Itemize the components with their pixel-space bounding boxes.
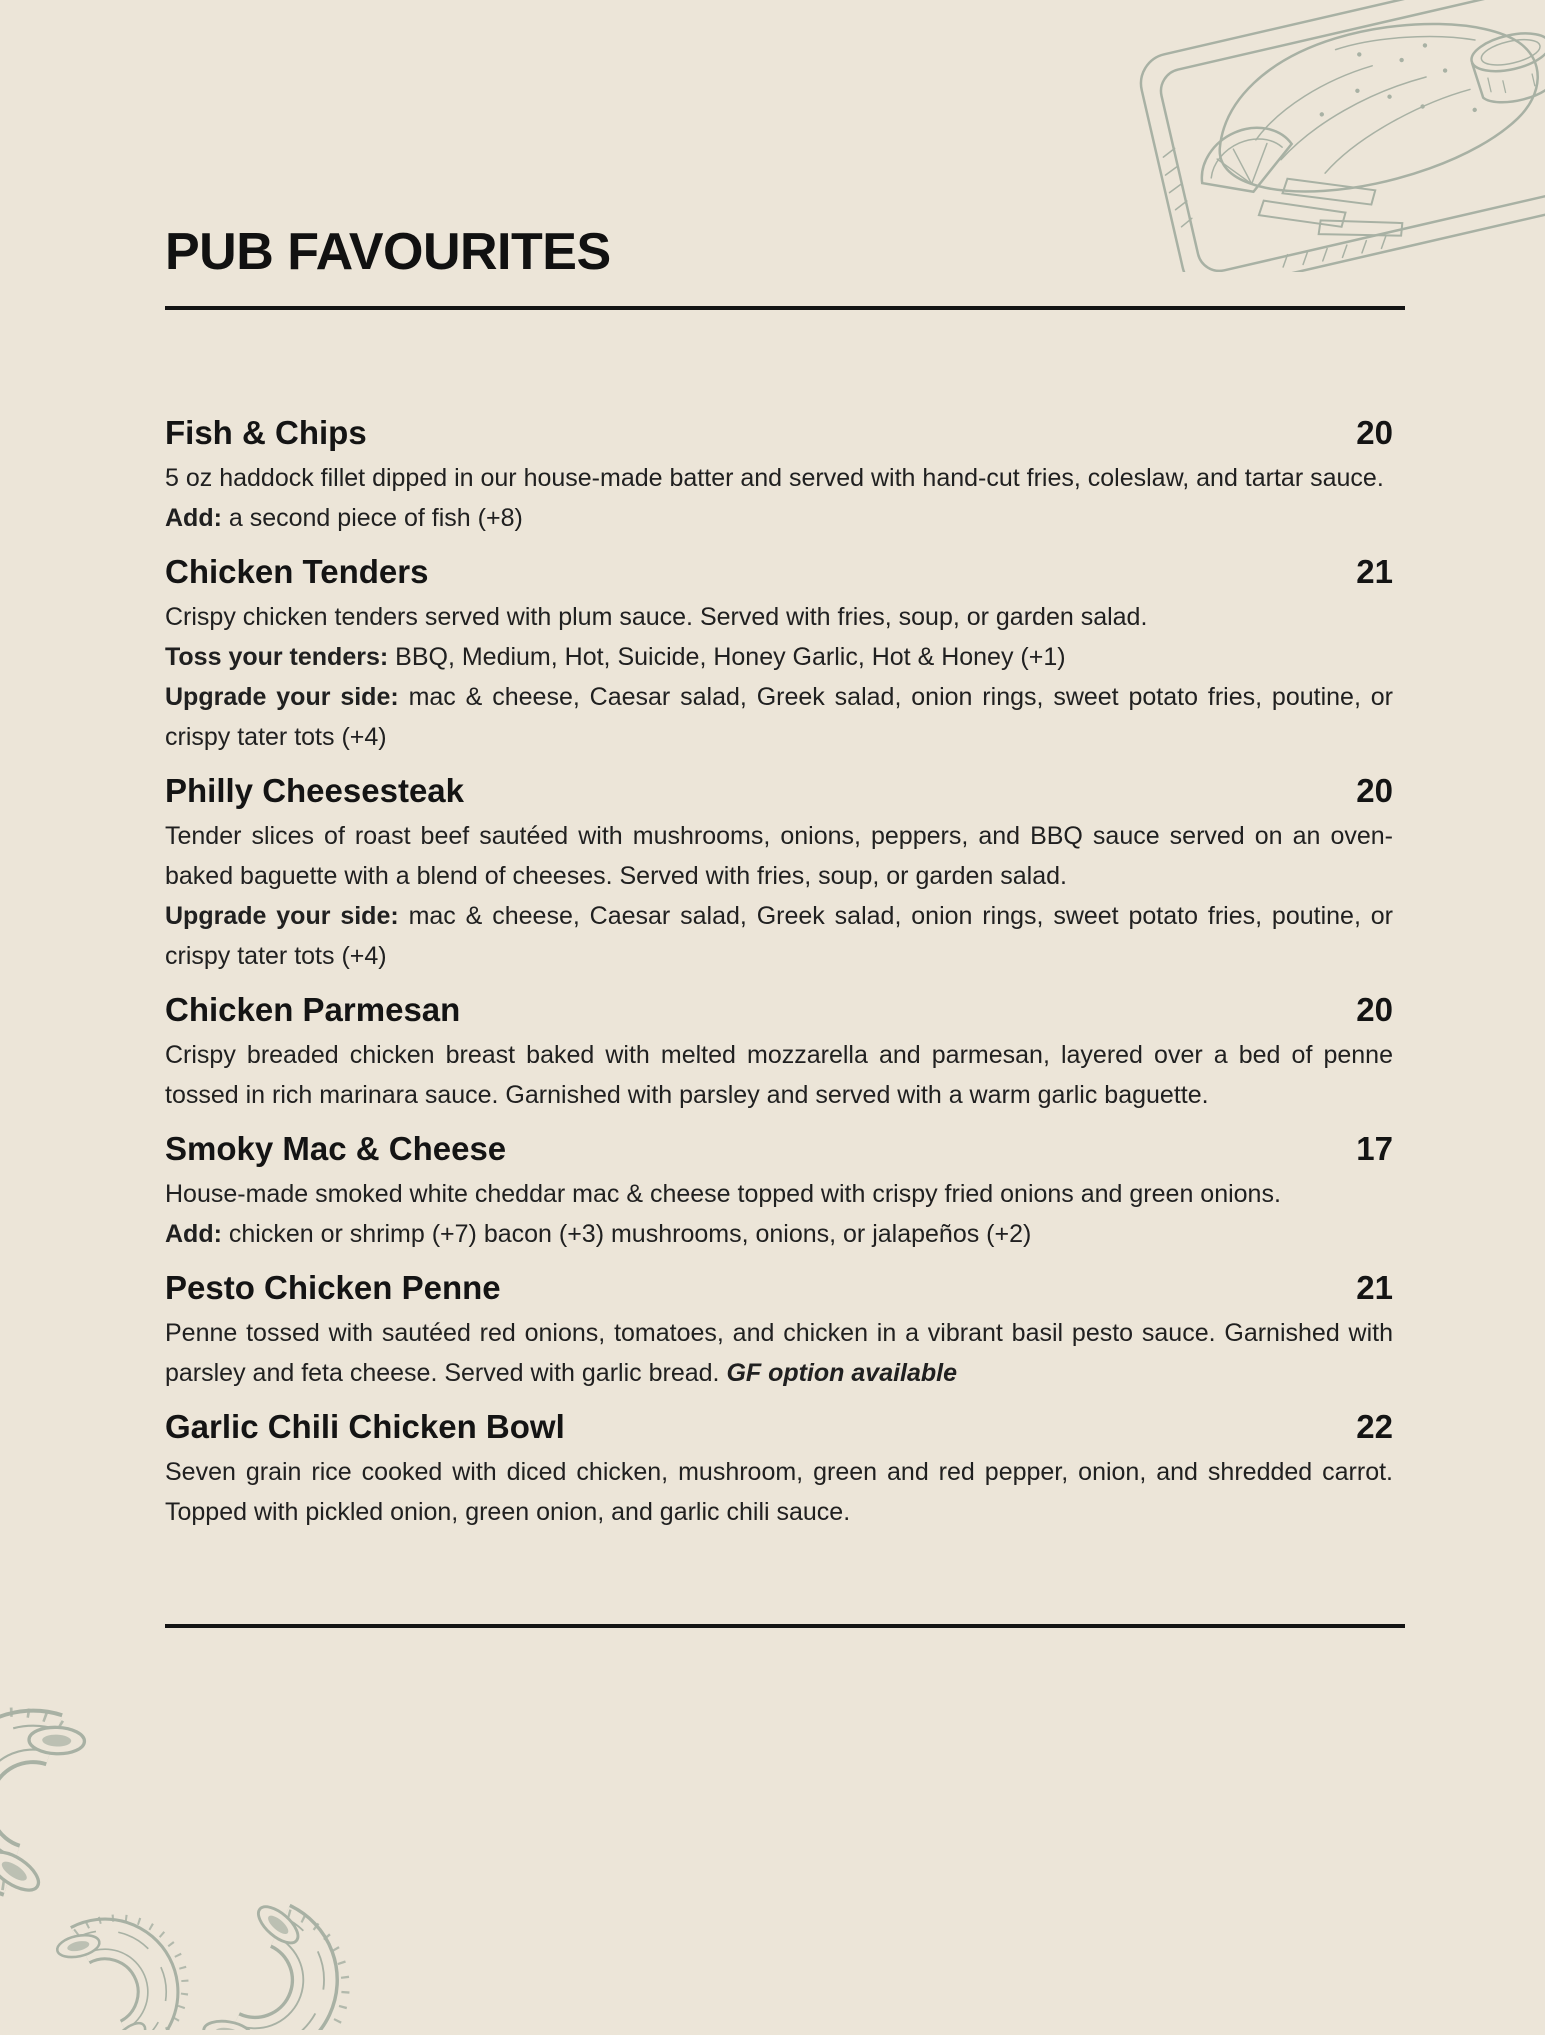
item-name: Garlic Chili Chicken Bowl bbox=[165, 1408, 565, 1445]
item-name: Chicken Parmesan bbox=[165, 991, 461, 1028]
menu-item-philly-cheesesteak bbox=[165, 772, 1393, 976]
item-description-text: Crispy chicken tenders served with plum sauce. Served with fries, soup, or garden salad. bbox=[165, 603, 1148, 631]
item-description bbox=[165, 1452, 1393, 1532]
menu-item-chicken-parmesan bbox=[165, 991, 1393, 1115]
item-description-text: Penne tossed with sautéed red onions, tomatoes, and chicken in a vibrant basil pesto sauce. Garnished with parsley and feta cheese. Served with garlic bread. bbox=[165, 1319, 1393, 1387]
item-header bbox=[165, 991, 1393, 1029]
bottom-divider bbox=[165, 1624, 1405, 1628]
macaroni-noodles-icon bbox=[0, 1650, 355, 2030]
item-addon-line bbox=[165, 1214, 1393, 1254]
item-description bbox=[165, 1174, 1393, 1214]
item-price: 20 bbox=[1356, 414, 1393, 451]
item-header bbox=[165, 772, 1393, 810]
addon-text: mac & cheese, Caesar salad, Greek salad, onion rings, sweet potato fries, poutine, or crispy tater tots (+4) bbox=[165, 902, 1394, 970]
menu-item-garlic-chili-chicken-bowl bbox=[165, 1408, 1393, 1532]
addon-text: chicken or shrimp (+7) bacon (+3) mushrooms, onions, or jalapeños (+2) bbox=[228, 1220, 1032, 1248]
addon-label: Upgrade your side: bbox=[165, 683, 399, 711]
menu-section bbox=[165, 414, 1393, 1532]
addon-label: Upgrade your side: bbox=[165, 902, 399, 930]
item-description bbox=[165, 597, 1393, 637]
item-description bbox=[165, 458, 1393, 498]
item-name: Smoky Mac & Cheese bbox=[165, 1130, 507, 1167]
item-name: Fish & Chips bbox=[165, 414, 367, 451]
item-name: Philly Cheesesteak bbox=[165, 772, 464, 809]
page-title: PUB FAVOURITES bbox=[165, 223, 611, 281]
item-header bbox=[165, 1269, 1393, 1307]
addon-text: mac & cheese, Caesar salad, Greek salad, onion rings, sweet potato fries, poutine, or crispy tater tots (+4) bbox=[165, 683, 1394, 751]
item-name: Chicken Tenders bbox=[165, 553, 429, 590]
item-addon-line bbox=[165, 677, 1393, 757]
item-header bbox=[165, 1408, 1393, 1446]
addon-label: Add: bbox=[165, 1220, 222, 1248]
item-price: 21 bbox=[1356, 1269, 1393, 1306]
item-addon-line bbox=[165, 637, 1393, 677]
item-description-text: Tender slices of roast beef sautéed with mushrooms, onions, peppers, and BBQ sauce served on an oven-baked baguette with a blend of cheeses. Served with fries, soup, or garden salad. bbox=[165, 822, 1393, 890]
menu-item-chicken-tenders bbox=[165, 553, 1393, 757]
addon-text: BBQ, Medium, Hot, Suicide, Honey Garlic, Hot & Honey (+1) bbox=[395, 643, 1066, 671]
addon-label: Toss your tenders: bbox=[165, 643, 389, 671]
addon-text: a second piece of fish (+8) bbox=[228, 504, 523, 532]
item-name: Pesto Chicken Penne bbox=[165, 1269, 501, 1306]
menu-item-fish-and-chips bbox=[165, 414, 1393, 538]
addon-label: Add: bbox=[165, 504, 222, 532]
item-header bbox=[165, 414, 1393, 452]
item-description bbox=[165, 816, 1393, 896]
item-description-text: Seven grain rice cooked with diced chicken, mushroom, green and red pepper, onion, and shredded carrot. Topped with pickled onion, green onion, and garlic chili sauce. bbox=[165, 1458, 1393, 1526]
menu-page bbox=[165, 0, 1393, 1628]
item-header bbox=[165, 553, 1393, 591]
item-price: 17 bbox=[1356, 1130, 1393, 1167]
item-description bbox=[165, 1313, 1393, 1393]
title-divider bbox=[165, 306, 1405, 310]
menu-item-pesto-chicken-penne bbox=[165, 1269, 1393, 1393]
item-header bbox=[165, 1130, 1393, 1168]
item-description-text: House-made smoked white cheddar mac & cheese topped with crispy fried onions and green onions. bbox=[165, 1180, 1281, 1208]
item-description-text: 5 oz haddock fillet dipped in our house-made batter and served with hand-cut fries, coleslaw, and tartar sauce. bbox=[165, 464, 1384, 492]
item-addon-line bbox=[165, 896, 1393, 976]
item-description bbox=[165, 1035, 1393, 1115]
item-addon-line bbox=[165, 498, 1393, 538]
menu-item-smoky-mac-and-cheese bbox=[165, 1130, 1393, 1254]
item-price: 20 bbox=[1356, 772, 1393, 809]
item-price: 20 bbox=[1356, 991, 1393, 1028]
macaroni-illustration bbox=[0, 1650, 355, 2035]
item-price: 21 bbox=[1356, 553, 1393, 590]
gf-note: GF option available bbox=[726, 1359, 958, 1387]
item-price: 22 bbox=[1356, 1408, 1393, 1445]
item-description-text: Crispy breaded chicken breast baked with melted mozzarella and parmesan, layered over a bed of penne tossed in rich marinara sauce. Garnished with parsley and served with a warm garlic baguette. bbox=[165, 1041, 1393, 1109]
